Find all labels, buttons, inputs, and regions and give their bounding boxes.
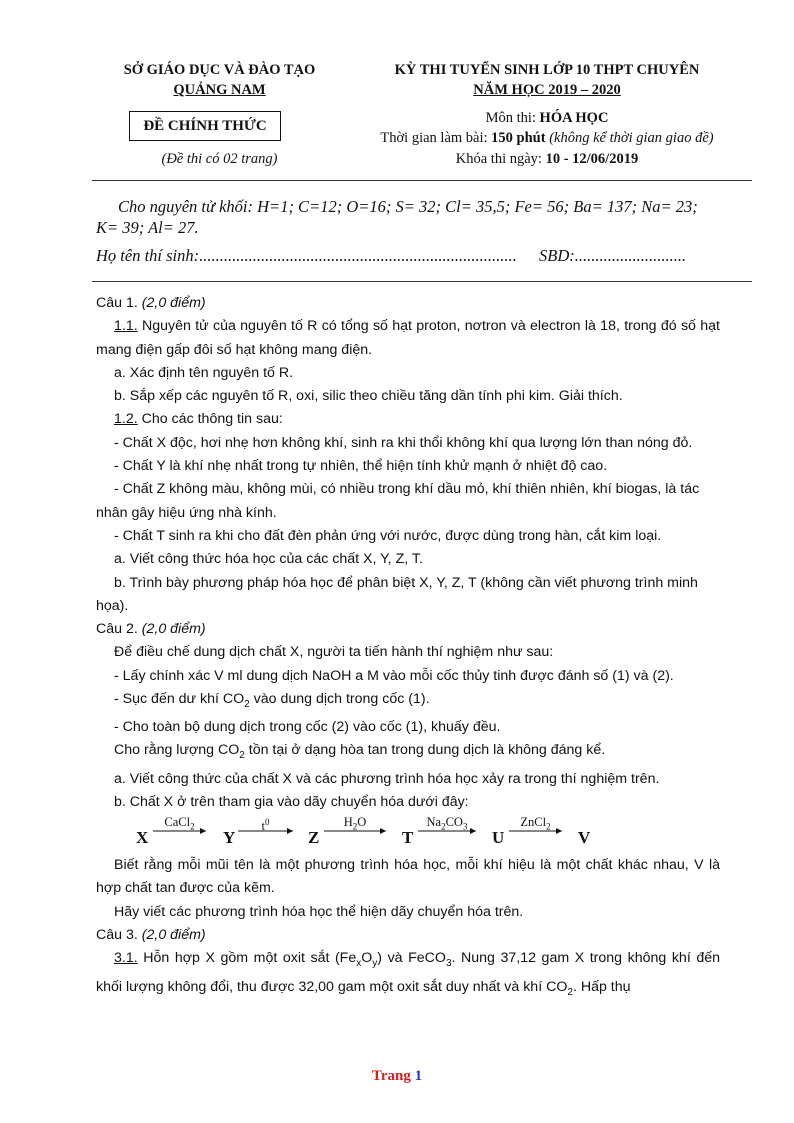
q2-note: Cho rằng lượng $CO_2$ tồn tại ở dạng hòa tan trong dung dịch là không đáng kể. (114, 742, 606, 762)
q1-1-a: a. Xác định tên nguyên tố R. (114, 364, 294, 381)
chain-species-u: U (492, 828, 505, 848)
q2-after2: Hãy viết các phương trình hóa học thể hiện dãy chuyển hóa trên. (114, 903, 524, 920)
chain-arrow (324, 826, 390, 836)
exam-header (92, 62, 752, 172)
chain-species-y: Y (223, 828, 236, 848)
page-number: Trang 1 (371, 1068, 423, 1084)
q2-step2: - Sục đến dư khí $CO_2$ vào dung dịch trong cốc (1). (114, 691, 430, 710)
candidate-line (96, 245, 752, 266)
chain-arrow (238, 826, 297, 836)
official-exam-box: ĐỀ CHÍNH THỨC (129, 111, 281, 141)
chain-species-t: T (402, 828, 414, 848)
exam-title: KỲ THI TUYỂN SINH LỚP 10 THPT CHUYÊN (394, 62, 700, 78)
date-line: Khóa thi ngày: 10 - 12/06/2019 (455, 151, 639, 167)
q3-heading: Câu 3. (2,0 điểm) (96, 927, 206, 944)
school-year: NĂM HỌC 2019 – 2020 (473, 82, 621, 98)
chain-species-z: Z (308, 828, 320, 848)
province-name: QUẢNG NAM (173, 82, 266, 98)
time-line: Thời gian làm bài: 150 phút (không kể thời gian giao đề) (380, 130, 714, 146)
q1-2-a: a. Viết công thức hóa học của các chất X, Y, Z, T. (114, 551, 423, 568)
date-value: 10 - 12/06/2019 (545, 151, 639, 167)
q1-2-t: - Chất T sinh ra khi cho đất đèn phản ứng với nước, được dùng trong hàn, cắt kim loại. (114, 527, 662, 544)
q3-1-text: 3.1. Hỗn hợp X gồm một oxit sắt $(Fe_xO_y)$ và FeCO$_3$. Nung 37,12 gam X trong không khí đến khối lượng không đổi, thu được 32,00 gam một oxit sắt duy nhất và khí $CO_2$. Hấp thụ (96, 950, 720, 998)
chain-arrow (509, 826, 566, 836)
q2-heading: Câu 2. (2,0 điểm) (96, 621, 206, 638)
chain-arrow (418, 826, 480, 836)
q1-2-z: - Chất Z không màu, không mùi, có nhiều trong khí dầu mỏ, khí thiên nhiên, khí biogas, là tác nhân gây hiệu ứng nhà kính. (96, 481, 700, 521)
q2-after1: Biết rằng mỗi mũi tên là một phương trình hóa học, mỗi khí hiệu là một chất khác nhau, V là hợp chất tan được của kẽm. (96, 857, 720, 897)
chain-species-v: V (578, 828, 591, 848)
department-name: SỞ GIÁO DỤC VÀ ĐÀO TẠO (123, 62, 316, 78)
q2-intro: Để điều chế dung dịch chất X, người ta tiến hành thí nghiệm như sau: (114, 644, 554, 661)
q1-1-b: b. Sắp xếp các nguyên tố R, oxi, silic theo chiều tăng dần tính phi kim. Giải thích. (114, 388, 623, 405)
header-rule (92, 180, 752, 181)
chain-reagent: ZnCl$_2$ (520, 815, 551, 832)
chain-reagent: $Na_2CO_3$ (426, 815, 468, 832)
info-rule (92, 281, 752, 282)
atomic-masses-cont: K= 39; Al= 27. (96, 218, 199, 237)
subject-name: HÓA HỌC (539, 110, 609, 126)
subject-line: Môn thi: HÓA HỌC (485, 110, 609, 126)
q1-2-b: b. Trình bày phương pháp hóa học để phân biệt X, Y, Z, T (không cần viết phương trình minh họa). (96, 574, 698, 614)
q2-step3: - Cho toàn bộ dung dịch trong cốc (2) vào cốc (1), khuấy đều. (114, 719, 501, 736)
chain-species-x: X (136, 828, 149, 848)
q2-a: a. Viết công thức của chất X và các phương trình hóa học xảy ra trong thí nghiệm trên. (114, 770, 660, 787)
q1-2-text: 1.2. Cho các thông tin sau: (114, 411, 283, 428)
reaction-chain (96, 814, 720, 854)
q1-1-text: 1.1. Nguyên tử của nguyên tố R có tổng số hạt proton, nơtron và electron là 18, trong đó số hạt mang điện gấp đôi số hạt không mang điện. (96, 318, 720, 358)
exam-body (96, 292, 720, 1004)
q1-heading: Câu 1. (2,0 điểm) (96, 295, 206, 311)
q1-2-y: - Chất Y là khí nhẹ nhất trong tự nhiên, thể hiện tính khử mạnh ở nhiệt độ cao. (114, 458, 608, 475)
q2-b: b. Chất X ở trên tham gia vào dãy chuyển hóa dưới đây: (114, 793, 469, 810)
q1-2-x: - Chất X độc, hơi nhẹ hơn không khí, sinh ra khi thổi không khí qua lượng lớn than nóng đỏ. (114, 434, 693, 451)
q2-step1: - Lấy chính xác V ml dung dịch NaOH a M vào mỗi cốc thủy tinh được đánh số (1) và (2). (114, 667, 674, 684)
atomic-masses: Cho nguyên tử khối: H=1; C=12; O=16; S= 32; Cl= 35,5; Fe= 56; Ba= 137; Na= 23; (118, 197, 698, 216)
candidate-number-field: SBD:........................... (539, 246, 687, 265)
pages-note: (Đề thi có 02 trang) (161, 151, 278, 167)
chain-reagent: CaCl$_2$ (164, 815, 195, 832)
candidate-name-field: Họ tên thí sinh:............................................................................. (96, 246, 517, 265)
chain-arrow (153, 826, 210, 836)
chain-reagent: $H_2O$ (343, 815, 367, 832)
time-value: 150 phút (491, 130, 546, 146)
chain-reagent: $t^0$ (261, 817, 270, 834)
